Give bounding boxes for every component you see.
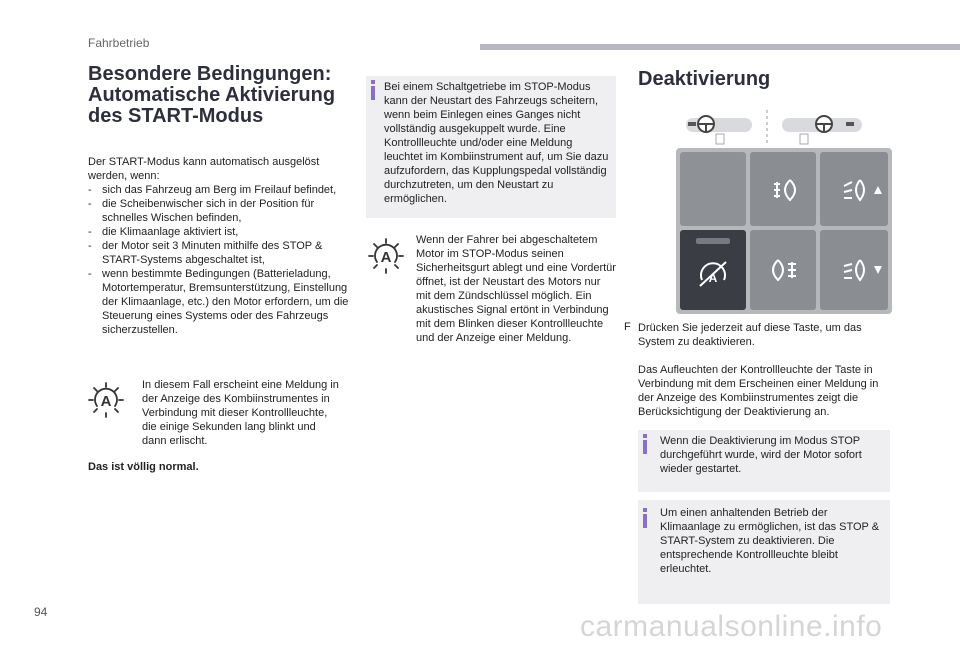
auto-start-warning-icon — [88, 382, 124, 418]
page-number: 94 — [34, 605, 48, 619]
auto-start-warning-text: In diesem Fall erscheint eine Meldung in der Anzeige des Kombiinstrumentes in Verbindung mit dieser Kontrollleuchte, die einige Sekunden lang blinkt und dann erlischt. — [142, 379, 339, 447]
title-line-1: Besondere Bedingungen: — [88, 63, 332, 85]
deactivation-title: Deaktivierung — [638, 68, 771, 90]
restart-info-box — [638, 430, 890, 492]
list-item: - wenn bestimmte Bedingungen (Batterieladung, Motortemperatur, Bremsunterstützung, Einstellung der Klimaanlage, etc.) den Motor erfordern, um die Steuerung eines Systems oder des Fahrzeugs sicherzustellen. — [88, 268, 349, 336]
deactivation-paragraph: Das Aufleuchten der Kontrollleuchte der Taste in Verbindung mit dem Erscheinen einer Meldung in der Anzeige des Kombiinstrumentes zeigt die Berücksichtigung der Deaktivierung an. — [638, 364, 879, 418]
info-icon — [640, 434, 650, 454]
air-conditioning-info-box — [638, 500, 890, 604]
manual-gearbox-info-box — [366, 76, 616, 218]
title-line-2: Automatische Aktivierung — [88, 84, 336, 106]
section-label: Fahrbetrieb — [88, 36, 150, 50]
manual-gearbox-info-text: Bei einem Schaltgetriebe im STOP-Modus kann der Neustart des Fahrzeugs scheitern, wenn beim Einlegen eines Ganges nicht vollständig ausgekuppelt wurde. Eine Kontrollleuchte und/oder eine Meldung leuchtet im Kombiinstrument auf, um Sie dazu aufzufordern, das Kupplungspedal vollständig durchzutreten, um den Neustart zu ermöglichen. — [384, 81, 609, 205]
svg-text:A: A — [708, 271, 718, 285]
restart-info-text: Wenn die Deaktivierung im Modus STOP durchgeführt wurde, wird der Motor sofort wieder gestartet. — [660, 435, 862, 475]
title-line-3: des START-Modus — [88, 105, 264, 127]
bullet-symbol: F — [624, 321, 631, 333]
press-button-text: Drücken Sie jederzeit auf diese Taste, um das System zu deaktivieren. — [638, 322, 862, 348]
normal-note: Das ist völlig normal. — [88, 461, 199, 473]
header-bar — [480, 44, 960, 50]
button-panel-illustration — [676, 104, 892, 314]
seatbelt-door-warning-text: Wenn der Fahrer bei abgeschaltetem Motor im STOP-Modus seinen Sicherheitsgurt ablegt und eine Vordertür öffnet, ist der Neustart des Motors nur mit dem Zündschlüssel möglich. Ein akustisches Signal ertönt in Verbindung mit dem Blinken dieser Kontrollleuchte und der Anzeige einer Meldung. — [416, 234, 616, 344]
steering-wheel-right-icon — [782, 116, 862, 144]
auto-start-warning-icon — [368, 238, 404, 274]
list-item: - sich das Fahrzeug am Berg im Freilauf befindet, — [88, 184, 337, 196]
list-item: - die Klimaanlage aktiviert ist, — [88, 226, 239, 238]
list-item: - die Scheibenwischer sich in der Position für schnelles Wischen befinden, — [88, 198, 315, 224]
air-conditioning-info-text: Um einen anhaltenden Betrieb der Klimaanlage zu ermöglichen, ist das STOP & START-System zu deaktivieren. Die entsprechende Kontrollleuchte bleibt erleuchtet. — [660, 507, 880, 575]
watermark: carmanualsonline.info — [580, 610, 883, 643]
svg-text:A: A — [100, 393, 112, 410]
info-icon — [640, 508, 650, 528]
conditions-list — [88, 183, 350, 337]
svg-text:A: A — [380, 249, 392, 266]
list-item: - der Motor seit 3 Minuten mithilfe des STOP & START-Systems abgeschaltet ist, — [88, 240, 323, 266]
intro-text: Der START-Modus kann automatisch ausgelöst werden, wenn: — [88, 156, 320, 182]
steering-wheel-left-icon — [686, 116, 752, 144]
page-title — [88, 64, 348, 127]
info-icon — [368, 80, 378, 100]
